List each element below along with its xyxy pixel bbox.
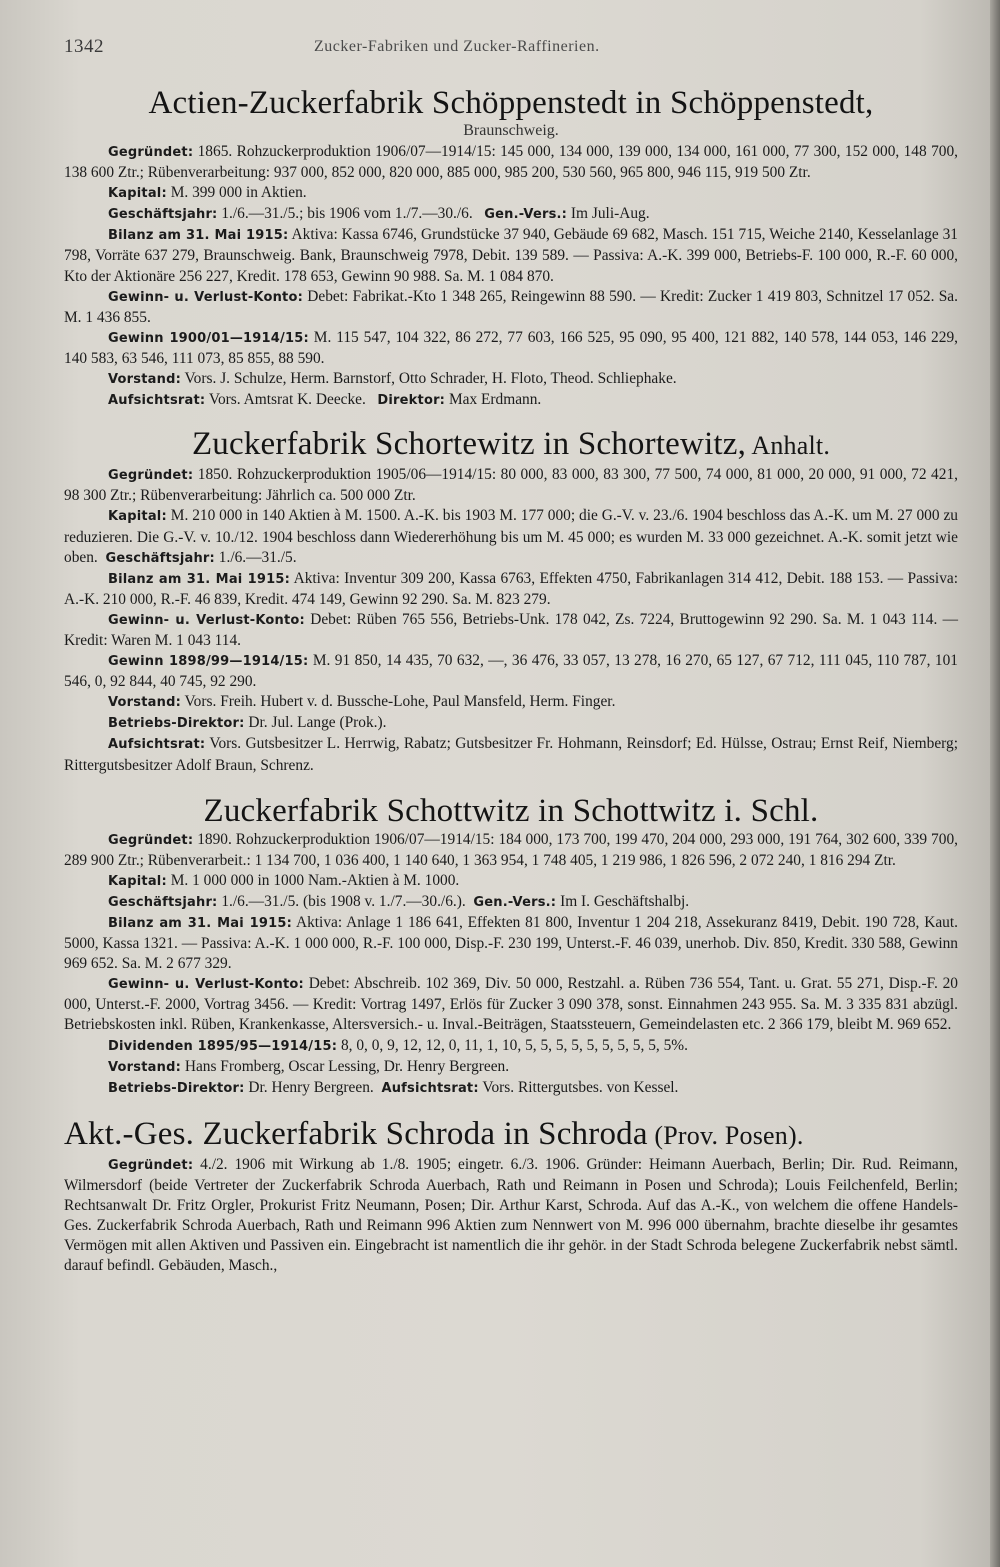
entry-business-year: Geschäftsjahr: 1./6.—31./5.; bis 1906 vom 1./7.—30./6. Gen.-Vers.: Im Juli-Aug. [108, 205, 650, 223]
entry-founded: Gegründet: 1850. Rohzuckerproduktion 1905/06—1914/15: 80 000, 83 000, 83 300, 77 500, 74 000, 81 000, 20 000, 91 000, 72 421, 98 300 Ztr.; Rübenverarbeitung: Jährlich ca. 500 000 Ztr. [64, 466, 958, 505]
entry-director: Betriebs-Direktor: Dr. Jul. Lange (Prok.). [108, 714, 387, 732]
company-entry-schoeppenstedt [64, 84, 958, 411]
entry-profits: Gewinn 1900/01—1914/15: M. 115 547, 104 322, 86 272, 77 603, 166 525, 95 090, 95 400, 121 882, 140 578, 144 053, 146 229, 140 583, 63 546, 111 073, 85 855, 88 590. [64, 328, 958, 367]
running-header [64, 32, 958, 62]
entry-supervisory-board: Aufsichtsrat: Vors. Gutsbesitzer L. Herrwig, Rabatz; Gutsbesitzer Fr. Hohmann, Reinsdorf; Ed. Hülsse, Ostrau; Ernst Reif, Niemberg; Rittergutsbesitzer Adolf Braun, Schrenz. [64, 735, 958, 774]
company-subtitle: Braunschweig. [463, 122, 559, 139]
page-number: 1342 [64, 36, 104, 57]
company-title: Actien-Zuckerfabrik Schöppenstedt in Schöppenstedt, [148, 85, 874, 121]
running-title: Zucker-Fabriken und Zucker-Raffinerien. [314, 38, 600, 55]
company-title: Akt.-Ges. Zuckerfabrik Schroda in Schroda (Prov. Posen). [64, 1115, 804, 1152]
company-entry-schottwitz [64, 792, 958, 1099]
company-title: Zuckerfabrik Schortewitz in Schortewitz, Anhalt. [191, 426, 831, 463]
entry-founded: Gegründet: 1890. Rohzuckerproduktion 1906/07—1914/15: 184 000, 173 700, 199 470, 204 000, 293 000, 191 764, 302 600, 339 700, 289 900 Ztr.; Rübenverarbeit.: 1 134 700, 1 036 400, 1 140 640, 1 363 954, 1 748 405, 1 219 986, 1 826 596, 2 072 240, 1 816 294 Ztr. [64, 830, 958, 869]
entry-profit-loss: Gewinn- u. Verlust-Konto: Debet: Fabrikat.-Kto 1 348 265, Reingewinn 88 590. — Kredit: Zucker 1 419 803, Schnitzel 17 052. Sa. M. 1 436 855. [64, 287, 958, 326]
entry-capital: Kapital: M. 1 000 000 in 1000 Nam.-Aktien à M. 1000. [108, 871, 460, 889]
entry-director: Betriebs-Direktor: Dr. Henry Bergreen. Aufsichtsrat: Vors. Rittergutsbes. von Kessel. [108, 1078, 679, 1096]
company-entry-schortewitz [64, 425, 958, 775]
company-title: Zuckerfabrik Schottwitz in Schottwitz i. Schl. [203, 792, 819, 829]
entry-business-year: Geschäftsjahr: 1./6.—31./5. (bis 1908 v. 1./7.—30./6.). Gen.-Vers.: Im I. Geschäftshalbj. [108, 892, 690, 910]
entry-board: Vorstand: Vors. J. Schulze, Herm. Barnstorf, Otto Schrader, H. Floto, Theod. Schliephake. [108, 370, 677, 388]
entry-dividends: Dividenden 1895/95—1914/15: 8, 0, 0, 9, 12, 12, 0, 11, 1, 10, 5, 5, 5, 5, 5, 5, 5, 5, 5, 5%. [108, 1036, 688, 1054]
entry-supervisory-board: Aufsichtsrat: Vors. Amtsrat K. Deecke. Direktor: Max Erdmann. [108, 391, 542, 409]
entry-board: Vorstand: Hans Fromberg, Oscar Lessing, Dr. Henry Bergreen. [108, 1057, 510, 1075]
company-entry-schroda [64, 1115, 958, 1277]
entry-founded: Gegründet: 4./2. 1906 mit Wirkung ab 1./8. 1905; eingetr. 6./3. 1906. Gründer: Heimann Auerbach, Berlin; Dir. Rud. Reimann, Wilmersdorf (beide Vertreter der Zuckerfabrik Schroda Auerbach, Rath und Reimann in Posen und Schroda); Louis Feilchenfeld, Berlin; Rechtsanwalt Dr. Fritz Orgler, Prokurist Fritz Neumann, Posen; Dir. Arthur Karst, Schroda. Auf das A.-K., von welchem die offene Handels-Ges. Zuckerfabrik Schroda Auerbach, Rath und Reimann 996 Aktien zum Nennwert von M. 996 000 übernahm, brachte dieselbe ihr gesamtes Vermögen mit allen Aktiven und Passiven ein. Eingebracht ist namentlich die ihr gehör. in der Stadt Schroda belegene Zuckerfabrik nebst sämtl. darauf befindl. Gebäuden, Masch., [64, 1155, 958, 1275]
entry-capital: Kapital: M. 210 000 in 140 Aktien à M. 1500. A.-K. bis 1903 M. 177 000; die G.-V. v. 23./6. 1904 beschloss das A.-K. um M. 27 000 zu reduzieren. Die G.-V. v. 10./12. 1904 beschloss dann Wiedererhöhung bis um M. 45 000; es wurden M. 33 000 gezeichnet. A.-K. somit jetzt wie oben. Geschäftsjahr: 1./6.—31./5. [64, 507, 958, 566]
entry-balance: Bilanz am 31. Mai 1915: Aktiva: Inventur 309 200, Kassa 6763, Effekten 4750, Fabrikanlagen 314 412, Debit. 188 153. — Passiva: A.-K. 210 000, R.-F. 46 839, Kredit. 474 149, Gewinn 92 290. Sa. M. 823 279. [64, 569, 958, 608]
entry-board: Vorstand: Vors. Freih. Hubert v. d. Bussche-Lohe, Paul Mansfeld, Herm. Finger. [108, 693, 616, 711]
entry-founded: Gegründet: 1865. Rohzuckerproduktion 1906/07—1914/15: 145 000, 134 000, 139 000, 134 000, 161 000, 77 300, 152 000, 148 700, 138 600 Ztr.; Rübenverarbeitung: 937 000, 852 000, 820 000, 885 000, 985 200, 530 560, 965 800, 946 115, 919 500 Ztr. [64, 143, 958, 182]
entry-capital: Kapital: M. 399 000 in Aktien. [108, 184, 307, 202]
entry-profit-loss: Gewinn- u. Verlust-Konto: Debet: Abschreib. 102 369, Div. 50 000, Restzahl. a. Rüben 736 554, Tant. u. Grat. 55 271, Disp.-F. 20 000, Unterst.-F. 2000, Vortrag 3456. — Kredit: Vortrag 1497, Erlös für Zucker 3 090 378, sonst. Einnahmen 243 955. Sa. M. 3 335 831 abzügl. Betriebskosten inkl. Rüben, Krankenkasse, Altersversich.- u. Inval.-Beiträgen, Staatssteuern, Gemeindelasten etc. 2 366 179, bleibt M. 969 652. [64, 975, 958, 1034]
entry-profits: Gewinn 1898/99—1914/15: M. 91 850, 14 435, 70 632, —, 36 476, 33 057, 13 278, 16 270, 65 127, 67 712, 111 045, 110 787, 101 546, 0, 92 844, 40 745, 92 290. [64, 652, 958, 691]
entry-balance: Bilanz am 31. Mai 1915: Aktiva: Anlage 1 186 641, Effekten 81 800, Inventur 1 204 218, Assekuranz 8419, Debit. 190 728, Kaut. 5000, Kassa 1321. — Passiva: A.-K. 1 000 000, R.-F. 100 000, Disp.-F. 230 199, Unterst.-F. 46 039, unerhob. Div. 850, Kredit. 330 588, Gewinn 969 652. Sa. M. 2 677 329. [64, 914, 958, 973]
page-edge-shadow [990, 0, 1000, 1567]
entry-balance: Bilanz am 31. Mai 1915: Aktiva: Kassa 6746, Grundstücke 37 940, Gebäude 69 682, Masch. 151 715, Weiche 2140, Kesselanlage 31 798, Vorräte 637 279, Braunschweig. Bank, Braunschweig 7978, Debit. 139 589. — Passiva: A.-K. 399 000, Betriebs-F. 100 000, R.-F. 60 000, Kto der Aktionäre 256 227, Kredit. 178 653, Gewinn 90 988. Sa. M. 1 084 870. [64, 226, 959, 285]
entry-profit-loss: Gewinn- u. Verlust-Konto: Debet: Rüben 765 556, Betriebs-Unk. 178 042, Zs. 7224, Bruttogewinn 92 290. Sa. M. 1 043 114. — Kredit: Waren M. 1 043 114. [64, 610, 958, 649]
